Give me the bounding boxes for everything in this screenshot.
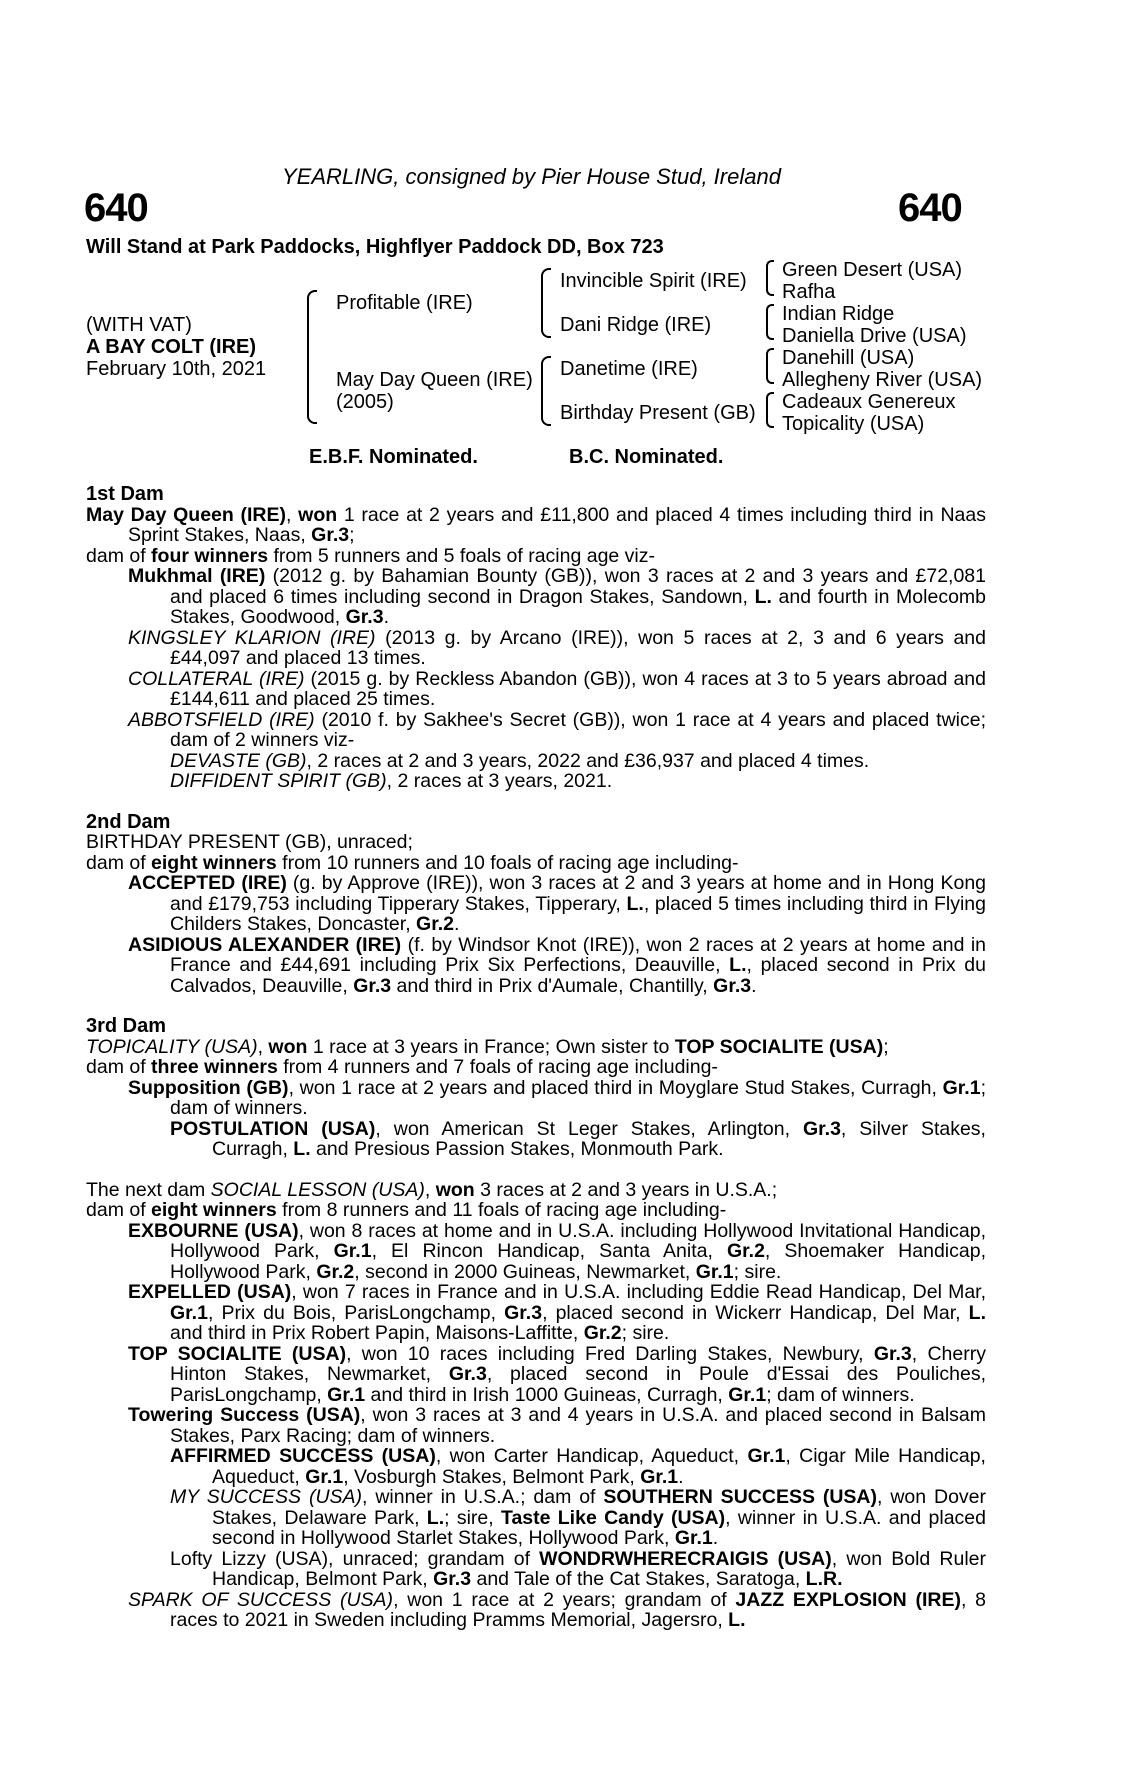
text-run: , won 3 races at 3 and 4 years in U.S.A. and placed second in Balsam Stakes, Parx Racing; dam of winners. [170, 1404, 986, 1447]
text-run: . [712, 1527, 719, 1549]
text-run: and fourth in Molecomb Stakes, Goodwood, [170, 585, 987, 628]
produce-diffident-spirit [86, 771, 986, 792]
text-run: , won 1 race at 2 years and placed third in Moyglare Stud Stakes, Curragh, [288, 1076, 943, 1099]
produce-devaste [86, 751, 986, 772]
text-sep: , [257, 1035, 269, 1058]
grade-label: Gr.3 [345, 606, 384, 628]
text-run: . [383, 606, 389, 628]
listed-label: L. [728, 1609, 746, 1631]
pedigree-dam-year: (2005) [336, 391, 394, 413]
produce-accepted [86, 873, 986, 935]
produce-collateral [86, 669, 986, 710]
listed-label: L. [729, 954, 747, 976]
listed-label: L. [293, 1138, 311, 1160]
first-dam-summary [86, 505, 986, 546]
text-run: (2013 g. by Arcano (IRE)), won 5 races at 2, 3 and 6 years and £44,097 and placed 13 times. [170, 626, 987, 669]
stand-location: Will Stand at Park Paddocks, Highflyer Paddock DD, Box 723 [86, 236, 664, 258]
winners-count: eight winners [151, 851, 277, 874]
third-dam-heading: 3rd Dam [86, 1015, 167, 1037]
produce-spark-of-success [86, 1590, 986, 1631]
produce-name: EXBOURNE (USA) [128, 1219, 299, 1242]
produce-supposition [86, 1078, 986, 1119]
text-run: , placed second in Prix du Calvados, Deauville, [170, 954, 986, 997]
text-run: and third in Irish 1000 Guineas, Curragh, [365, 1383, 729, 1406]
pedigree-ddd: Topicality (USA) [782, 413, 925, 435]
produce-name: ACCEPTED (IRE) [128, 872, 287, 894]
grade-label: Gr.1 [305, 1465, 344, 1488]
grade-label: Gr.2 [726, 1240, 765, 1262]
won-label: won [298, 503, 338, 526]
produce-affirmed-success [86, 1446, 986, 1487]
text-run: ; sire. [733, 1260, 782, 1283]
text-run: from 10 runners and 10 foals of racing age including- [276, 851, 739, 874]
text-run: ; sire, [444, 1506, 501, 1529]
pedigree-dss: Danehill (USA) [782, 347, 915, 369]
pedigree-brace-dd [766, 392, 774, 428]
consignment-line: YEARLING, consigned by Pier House Stud, Ireland [282, 164, 781, 189]
produce-name: SPARK OF SUCCESS (USA) [128, 1588, 394, 1611]
listed-label: L. [426, 1506, 445, 1529]
text-run: , Vosburgh Stakes, Belmont Park, [343, 1465, 641, 1488]
listed-label: L. [754, 585, 772, 608]
produce-name: KINGSLEY KLARION (IRE) [128, 626, 376, 649]
pedigree-brace-sire-dam [307, 290, 317, 424]
produce-name: Towering Success (USA) [128, 1404, 361, 1426]
produce-name: POSTULATION (USA) [170, 1117, 376, 1140]
pedigree-sdd: Daniella Drive (USA) [782, 325, 967, 347]
listed-label: L.R. [805, 1568, 843, 1590]
pedigree-dsd: Allegheny River (USA) [782, 369, 983, 391]
pedigree-dds: Cadeaux Genereux [782, 391, 956, 413]
grade-label: Gr.2 [416, 913, 454, 935]
horse-name: A BAY COLT (IRE) [86, 336, 257, 358]
grade-label: Gr.1 [170, 1301, 208, 1324]
produce-kingsley-klarion [86, 628, 986, 669]
produce-my-success [86, 1487, 986, 1549]
text-run: and third in Prix d'Aumale, Chantilly, [391, 974, 714, 997]
ebf-nomination: E.B.F. Nominated. [309, 446, 478, 468]
text-run: 1 race at 2 years and £11,800 and placed 4 times including third in Naas Sprint Stakes, Naas, [128, 503, 986, 546]
text-run: , Shoemaker Handicap, Hollywood Park, [170, 1240, 986, 1283]
text-run: and Tale of the Cat Stakes, Saratoga, [471, 1568, 806, 1590]
pedigree-sds: Indian Ridge [782, 303, 895, 325]
produce-abbotsfield [86, 710, 986, 751]
text-run: , won Bold Ruler Handicap, Belmont Park, [212, 1547, 986, 1590]
produce-exbourne [86, 1221, 986, 1283]
grade-label: Gr.1 [327, 1383, 366, 1406]
text-run: , placed second in Poule d'Essai des Pouliches, ParisLongchamp, [170, 1363, 986, 1406]
text-run: , won American St Leger Stakes, Arlington, [375, 1117, 803, 1140]
grade-label: Gr.3 [353, 974, 392, 997]
grade-label: Gr.1 [728, 1383, 767, 1406]
next-dam-name: SOCIAL LESSON (USA) [210, 1178, 425, 1201]
pedigree-brace-ds [766, 348, 774, 384]
produce-name: TOP SOCIALITE (USA) [128, 1342, 347, 1365]
text-run: , 2 races at 3 years, 2021. [386, 770, 613, 792]
third-dam-summary [86, 1037, 986, 1058]
produce-towering-success [86, 1405, 986, 1446]
text-run: (2012 g. by Bahamian Bounty (GB)), won 3 races at 2 and 3 years and £72,081 and placed 6 times including second in Dragon Stakes, Sandown, [170, 565, 986, 608]
second-dam-produce-line [86, 853, 986, 874]
text-run: , winner in U.S.A. and placed second in Hollywood Starlet Stakes, Hollywood Park, [212, 1506, 986, 1549]
produce-asidious-alexander [86, 935, 986, 997]
text-sep: , [286, 503, 299, 526]
text-run: and third in Prix Robert Papin, Maisons-Laffitte, [170, 1322, 584, 1344]
produce-name: ABBOTSFIELD (IRE) [128, 708, 315, 731]
second-dam-heading: 2nd Dam [86, 810, 171, 833]
pedigree-sire: Profitable (IRE) [336, 292, 473, 314]
produce-name: Taste Like Candy (USA) [500, 1506, 726, 1529]
produce-name: SOUTHERN SUCCESS (USA) [603, 1486, 878, 1508]
pedigree-sire-sire: Invincible Spirit (IRE) [560, 270, 747, 292]
sibling-name: TOP SOCIALITE (USA) [674, 1035, 884, 1058]
produce-postulation [86, 1119, 986, 1160]
produce-top-socialite [86, 1344, 986, 1406]
text-run: from 8 runners and 11 foals of racing age including- [276, 1199, 727, 1221]
pedigree-dam-sire: Danetime (IRE) [560, 358, 698, 380]
pedigree-ssd: Rafha [782, 281, 836, 303]
third-dam-name: TOPICALITY (USA) [86, 1035, 258, 1058]
produce-name: Mukhmal (IRE) [128, 565, 266, 587]
pedigree-dam-dam: Birthday Present (GB) [560, 402, 756, 424]
produce-name: DEVASTE (GB) [170, 749, 307, 772]
produce-name: ASIDIOUS ALEXANDER (IRE) [128, 933, 402, 956]
first-dam-heading: 1st Dam [86, 483, 164, 505]
text-run: , placed 5 times including third in Flying Childers Stakes, Doncaster, [170, 892, 986, 935]
grade-label: Gr.3 [311, 524, 350, 546]
won-label: won [268, 1035, 308, 1058]
pedigree-brace-ss [766, 260, 774, 296]
text-run: ; sire. [621, 1322, 670, 1344]
winners-count: eight winners [151, 1199, 277, 1221]
third-dam-produce-line [86, 1057, 986, 1078]
text-run: , won Dover Stakes, Delaware Park, [212, 1486, 986, 1529]
pedigree-brace-dam-line [541, 356, 551, 426]
text-run: , won 1 race at 2 years; grandam of [393, 1588, 736, 1611]
text-run: dam of [86, 1199, 152, 1221]
pedigree-sire-dam: Dani Ridge (IRE) [560, 314, 712, 336]
grade-label: Gr.1 [695, 1260, 734, 1283]
text-run: dam of [86, 851, 152, 874]
foaling-date: February 10th, 2021 [86, 358, 267, 380]
text-run: , won 10 races including Fred Darling Stakes, Newbury, [346, 1342, 874, 1365]
pedigree-brace-sd [766, 304, 774, 340]
first-dam-name: May Day Queen (IRE) [86, 503, 287, 526]
text-run: 1 race at 3 years in France; Own sister to [307, 1035, 675, 1058]
grade-label: Gr.1 [747, 1445, 786, 1467]
text-run: (f. by Windsor Knot (IRE)), won 2 races at 2 years at home and in France and £44,691 including Prix Six Perfections, Deauville, [170, 933, 986, 976]
lot-number-right: 640 [898, 186, 962, 230]
text-run: . [453, 913, 460, 935]
produce-name: WONDRWHERECRAIGIS (USA) [539, 1547, 832, 1570]
pedigree-notes [86, 484, 986, 1631]
text-run: , Silver Stakes, Curragh, [212, 1117, 986, 1160]
winners-count: four winners [151, 544, 269, 567]
text-run: ; [883, 1035, 889, 1058]
text-run: , placed second in Wickerr Handicap, Del Mar, [542, 1301, 969, 1324]
produce-name: DIFFIDENT SPIRIT (GB) [170, 770, 387, 792]
text-run: ; dam of winners. [766, 1383, 915, 1406]
text-run: , second in 2000 Guineas, Newmarket, [354, 1260, 696, 1283]
text-run: dam of [86, 544, 152, 567]
text-run: (g. by Approve (IRE)), won 3 races at 2 and 3 years at home and in Hong Kong and £179,753 including Tipperary Stakes, Tipperary, [170, 872, 987, 915]
text-run: . [751, 974, 757, 997]
grade-label: Gr.1 [674, 1527, 713, 1549]
grade-label: Gr.1 [640, 1465, 679, 1488]
produce-name: AFFIRMED SUCCESS (USA) [170, 1445, 436, 1467]
grade-label: Gr.1 [942, 1076, 981, 1099]
text-run: , El Rincon Handicap, Santa Anita, [371, 1240, 727, 1262]
text-run: , 2 races at 2 and 3 years, 2022 and £36,937 and placed 4 times. [306, 749, 870, 772]
produce-expelled [86, 1282, 986, 1344]
text-run: dam of [86, 1056, 152, 1078]
lot-number-left: 640 [84, 186, 148, 230]
produce-name: Supposition (GB) [128, 1076, 289, 1099]
text-run: ; [349, 524, 355, 546]
text-run: and Presious Passion Stakes, Monmouth Park. [310, 1138, 724, 1160]
text-run: , won Carter Handicap, Aqueduct, [435, 1445, 748, 1467]
listed-label: L. [968, 1301, 987, 1324]
text-run: ; dam of winners. [170, 1076, 986, 1119]
produce-lofty-lizzy [86, 1549, 986, 1590]
bc-nomination: B.C. Nominated. [569, 446, 724, 468]
text-run: (2010 f. by Sakhee's Secret (GB)), won 1 race at 4 years and placed twice; dam of 2 winners viz- [170, 708, 987, 751]
second-dam-summary: BIRTHDAY PRESENT (GB), unraced; [86, 831, 413, 853]
next-dam-produce-line [86, 1200, 986, 1221]
text-run: Lofty Lizzy (USA), unraced; grandam of [170, 1547, 540, 1570]
vat-note: (WITH VAT) [86, 314, 192, 336]
pedigree-dam: May Day Queen (IRE) [336, 369, 533, 391]
produce-name: JAZZ EXPLOSION (IRE) [735, 1588, 961, 1611]
text-run: (2015 g. by Reckless Abandon (GB)), won 4 races at 3 to 5 years abroad and £144,611 and placed 25 times. [170, 667, 986, 710]
grade-label: Gr.3 [802, 1117, 841, 1140]
grade-label: Gr.2 [583, 1322, 622, 1344]
text-run: , won 7 races in France and in U.S.A. including Eddie Read Handicap, Del Mar, [291, 1281, 987, 1303]
text-run: , winner in U.S.A.; dam of [362, 1486, 604, 1508]
produce-name: COLLATERAL (IRE) [128, 667, 305, 690]
grade-label: Gr.2 [316, 1260, 355, 1283]
pedigree-sss: Green Desert (USA) [782, 259, 963, 281]
winners-count: three winners [151, 1056, 278, 1078]
text-run: , Prix du Bois, ParisLongchamp, [207, 1301, 505, 1324]
grade-label: Gr.3 [713, 974, 752, 997]
first-dam-produce-line [86, 546, 986, 567]
text-run: 3 races at 2 and 3 years in U.S.A.; [474, 1178, 778, 1201]
won-label: won [435, 1178, 475, 1201]
next-dam-summary [86, 1180, 986, 1201]
grade-label: Gr.3 [504, 1301, 543, 1324]
text-run: , Cherry Hinton Stakes, Newmarket, [170, 1342, 986, 1385]
text-run: , won 8 races at home and in U.S.A. including Hollywood Invitational Handicap, Hollywood Park, [170, 1219, 986, 1262]
text-run: from 5 runners and 5 foals of racing age viz- [268, 544, 656, 567]
produce-name: EXPELLED (USA) [128, 1281, 292, 1303]
produce-mukhmal [86, 566, 986, 628]
grade-label: Gr.3 [433, 1568, 472, 1590]
text-run: , Cigar Mile Handicap, Aqueduct, [212, 1445, 986, 1488]
grade-label: Gr.1 [333, 1240, 372, 1262]
listed-label: L. [626, 892, 644, 915]
produce-name: MY SUCCESS (USA) [170, 1486, 363, 1508]
text-run: from 4 runners and 7 foals of racing age including- [277, 1056, 718, 1078]
text-run: , 8 races to 2021 in Sweden including Pramms Memorial, Jagersro, [170, 1588, 987, 1631]
text-run: The next dam [86, 1178, 211, 1201]
text-sep: , [424, 1178, 436, 1201]
pedigree-brace-sire-line [541, 268, 551, 338]
grade-label: Gr.3 [448, 1363, 487, 1385]
grade-label: Gr.3 [873, 1342, 912, 1365]
text-run: . [678, 1465, 684, 1488]
